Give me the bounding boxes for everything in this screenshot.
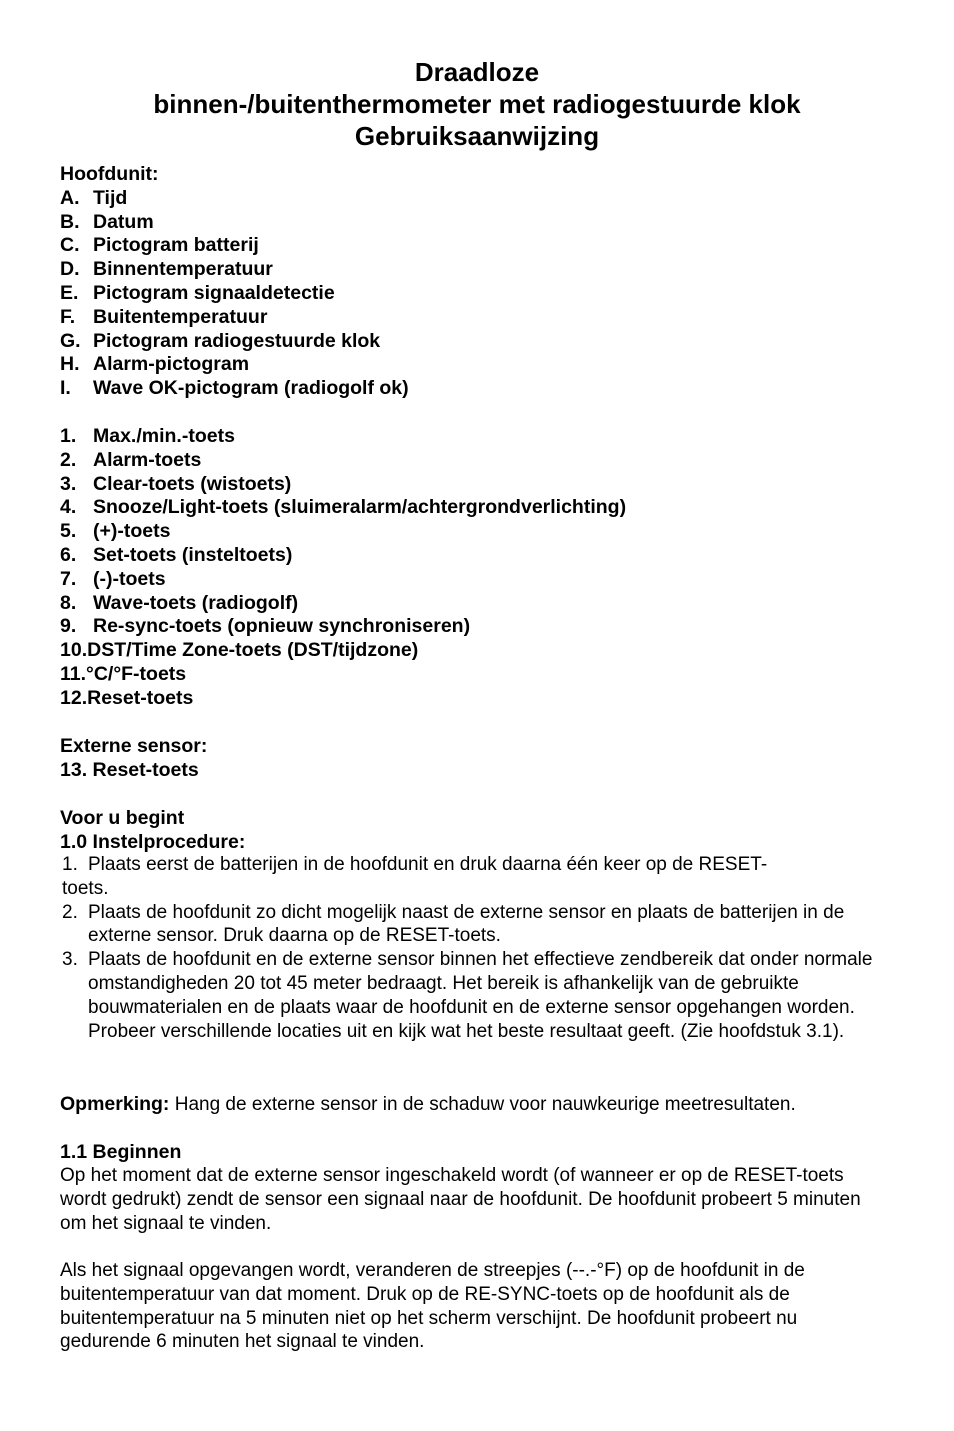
title-line-2: binnen-/buitenthermometer met radiogestuurde klok [153,89,801,119]
main-unit-item: G. Pictogram radiogestuurde klok [60,329,381,352]
note-text: Hang de externe sensor in de schaduw voor nauwkeurige meetresultaten. [169,1094,796,1115]
setup-steps [62,853,902,1043]
main-unit-item: H. Alarm-pictogram [60,353,250,376]
setup-step-1: 1. Plaats eerst de batterijen in de hoofdunit en druk daarna één keer op de RESET- toets. [62,854,768,899]
setup-step-2: 2. Plaats de hoofdunit zo dicht mogelijk naast de externe sensor en plaats de batterijen in de externe sensor. Druk daarna op de RESET-toets. [62,901,845,947]
external-sensor-item: 13. Reset-toets [60,758,199,781]
button-list-item: 2. Alarm-toets [60,448,202,471]
setup-procedure-heading: 1.0 Instelprocedure: [60,830,246,853]
document-title [0,56,954,152]
note [60,1093,900,1117]
title-line-3: Gebruiksaanwijzing [354,121,600,151]
button-list-item: 6. Set-toets (insteltoets) [60,543,293,566]
buttons-section [60,425,900,711]
main-unit-heading: Hoofdunit: [60,163,159,185]
button-list-item: 1. Max./min.-toets [60,425,235,447]
main-unit-section [60,163,900,401]
step-number: 2. [62,901,78,923]
button-list-item: 11.°C/°F-toets [60,662,187,685]
before-start-heading: Voor u begint [60,807,185,829]
button-list-item: 10.DST/Time Zone-toets (DST/tijdzone) [60,639,419,662]
button-list-item: 5. (+)-toets [60,520,171,543]
note-label: Opmerking: [60,1093,170,1115]
external-sensor-section [60,735,900,783]
button-list-item: 4. Snooze/Light-toets (sluimeralarm/achtergrondverlichting) [60,496,627,519]
main-unit-item: E. Pictogram signaaldetectie [60,281,335,304]
begin-paragraph-2: Als het signaal opgevangen wordt, veranderen de streepjes (--.-°F) op de hoofdunit in de buitentemperatuur van dat moment. Druk op de RE-SYNC-toets op de hoofdunit als de buitentemperatuur na 5 minuten niet op het scherm verschijnt. De hoofdunit probeert nu gedurende 6 minuten het signaal te vinden. [60,1260,805,1353]
button-list-item: 12.Reset-toets [60,686,194,709]
main-unit-item: I. Wave OK-pictogram (radiogolf ok) [60,377,409,400]
begin-heading: 1.1 Beginnen [60,1141,182,1163]
title-line-1: Draadloze [414,57,540,87]
button-list-item: 8. Wave-toets (radiogolf) [60,591,299,614]
button-list-item: 9. Re-sync-toets (opnieuw synchroniseren) [60,615,471,638]
main-unit-item: D. Binnentemperatuur [60,258,273,281]
button-list-item: 7. (-)-toets [60,567,166,590]
main-unit-item: F. Buitentemperatuur [60,305,268,328]
main-unit-item: B. Datum [60,210,154,233]
main-unit-item: A. Tijd [60,186,128,209]
main-unit-item: C. Pictogram batterij [60,234,259,257]
setup-step-3: 3. Plaats de hoofdunit en de externe sensor binnen het effectieve zendbereik dat onder normale omstandigheden 20 tot 45 meter bedraagt. Het bereik is afhankelijk van de gebruikte bouwmaterialen en de plaats waar de hoofdunit en de externe sensor opgehangen worden. Probeer verschillende locaties uit en kijk wat het beste resultaat geeft. (Zie hoofdstuk 3.1). [62,949,873,1042]
before-start-headings [60,807,900,855]
step-number: 1. [62,854,78,875]
external-sensor-heading: Externe sensor: [60,735,208,757]
step-number: 3. [62,949,78,971]
button-list-item: 3. Clear-toets (wistoets) [60,472,292,495]
begin-paragraph-1: Op het moment dat de externe sensor ingeschakeld wordt (of wanneer er op de RESET-toets wordt gedrukt) zendt de sensor een signaal naar de hoofdunit. De hoofdunit probeert 5 minuten om het signaal te vinden. [60,1165,861,1234]
